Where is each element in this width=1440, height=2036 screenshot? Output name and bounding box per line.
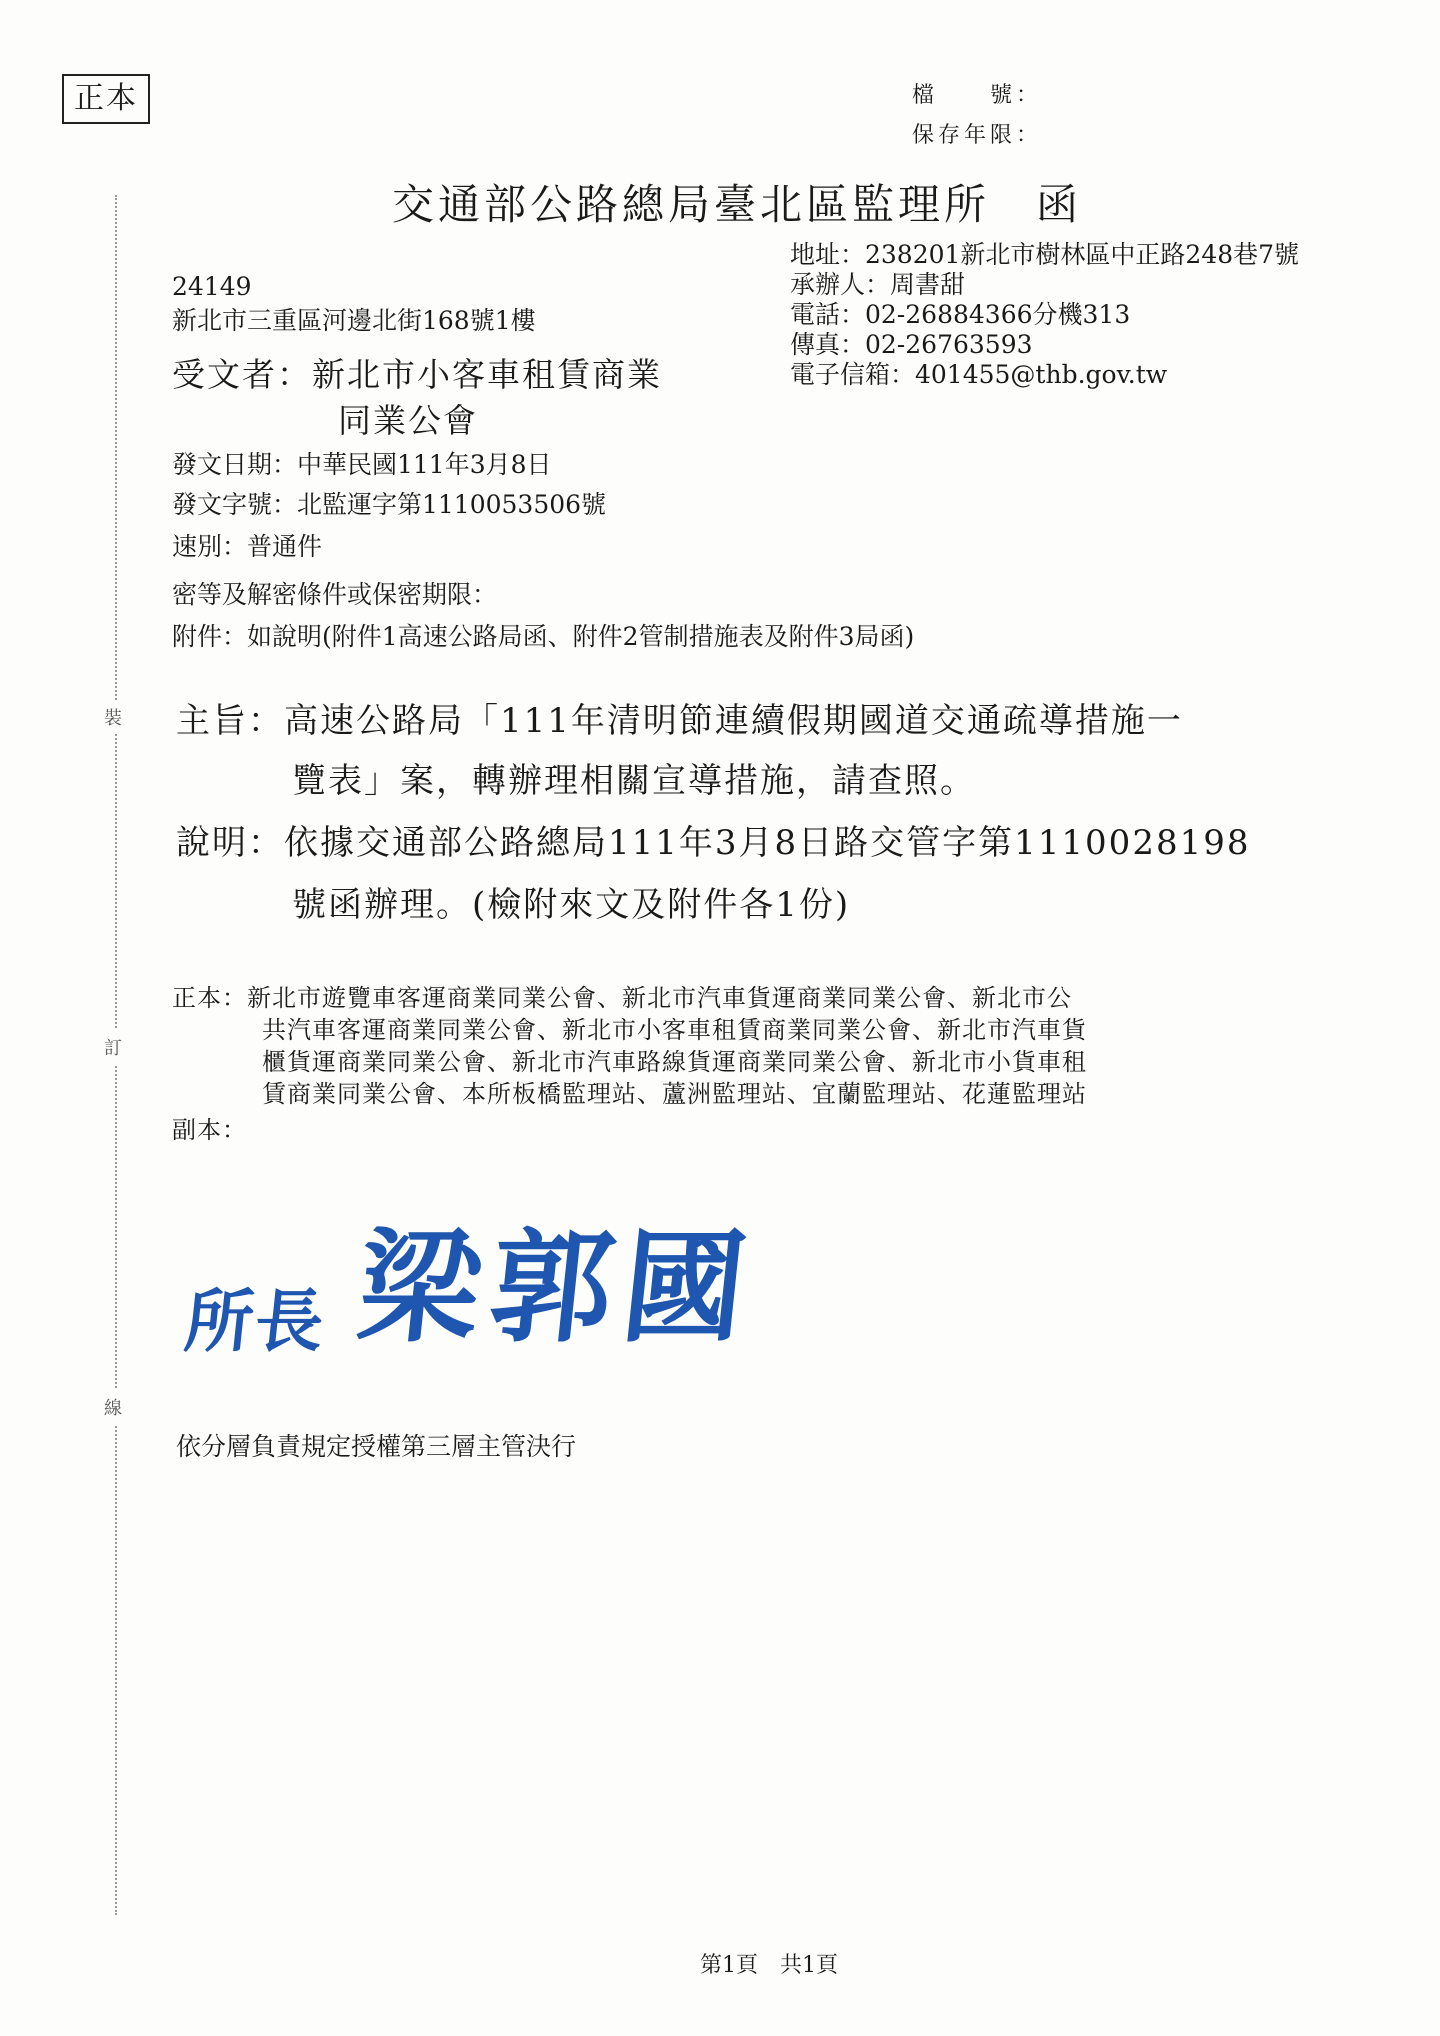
recipient-postcode: 24149 [172,272,252,301]
file-number-label: 檔 號： [912,83,1043,108]
subject-line-2: 覽表」案，轉辦理相關宣導措施，請查照。 [292,761,976,801]
retention-label: 保存年限： [912,123,1043,148]
recipient-line-2: 同業公會 [338,401,478,440]
explanation-line-1: 說明：依據交通部公路總局111年3月8日路交管字第1110028198 [176,823,1251,863]
cc-secondary: 副本： [172,1116,247,1144]
page-footer: 第1頁 共1頁 [700,1953,838,1978]
binding-mark-staple: 訂 [104,1030,122,1064]
cc-primary-line-2: 共汽車客運商業同業公會、新北市小客車租賃商業同業公會、新北市汽車貨 [262,1016,1087,1044]
signature-name: 梁郭國 [351,1215,763,1359]
authorization-note: 依分層負責規定授權第三層主管決行 [176,1432,577,1461]
cc-primary-line-4: 賃商業同業公會、本所板橋監理站、蘆洲監理站、宜蘭監理站、花蓮監理站 [262,1080,1087,1108]
binding-mark-line: 線 [104,1390,122,1424]
explanation-line-2: 號函辦理。(檢附來文及附件各1份) [292,885,851,925]
sender-fax: 傳真：02-26763593 [790,330,1033,359]
cc-primary-line-1: 正本：新北市遊覽車客運商業同業公會、新北市汽車貨運商業同業公會、新北市公 [172,984,1072,1012]
sender-handler: 承辦人：周書甜 [790,270,966,299]
document-title: 交通部公路總局臺北區監理所 函 [392,180,1083,229]
subject-line-1: 主旨：高速公路局「111年清明節連續假期國道交通疏導措施一 [176,701,1183,741]
secrecy-label: 密等及解密條件或保密期限： [172,580,498,609]
issue-number: 發文字號：北監運字第1110053506號 [172,490,607,519]
sender-email: 電子信箱：401455@thb.gov.tw [790,360,1168,389]
sender-address: 地址：238201新北市樹林區中正路248巷7號 [790,240,1300,269]
director-signature [181,1190,765,1365]
sender-phone: 電話：02-26884366分機313 [790,300,1131,329]
original-copy-stamp: 正本 [62,74,150,124]
cc-primary-line-3: 櫃貨運商業同業公會、新北市汽車路線貨運商業同業公會、新北市小貨車租 [262,1048,1087,1076]
recipient-address: 新北市三重區河邊北街168號1樓 [172,306,536,335]
speed-category: 速別：普通件 [172,532,323,561]
attachment: 附件：如說明(附件1高速公路局函、附件2管制措施表及附件3局函) [172,622,915,651]
signature-title: 所長 [181,1282,330,1362]
recipient-line-1: 受文者：新北市小客車租賃商業 [172,355,662,394]
issue-date: 發文日期：中華民國111年3月8日 [172,450,552,479]
binding-mark-bind: 裝 [104,700,122,734]
